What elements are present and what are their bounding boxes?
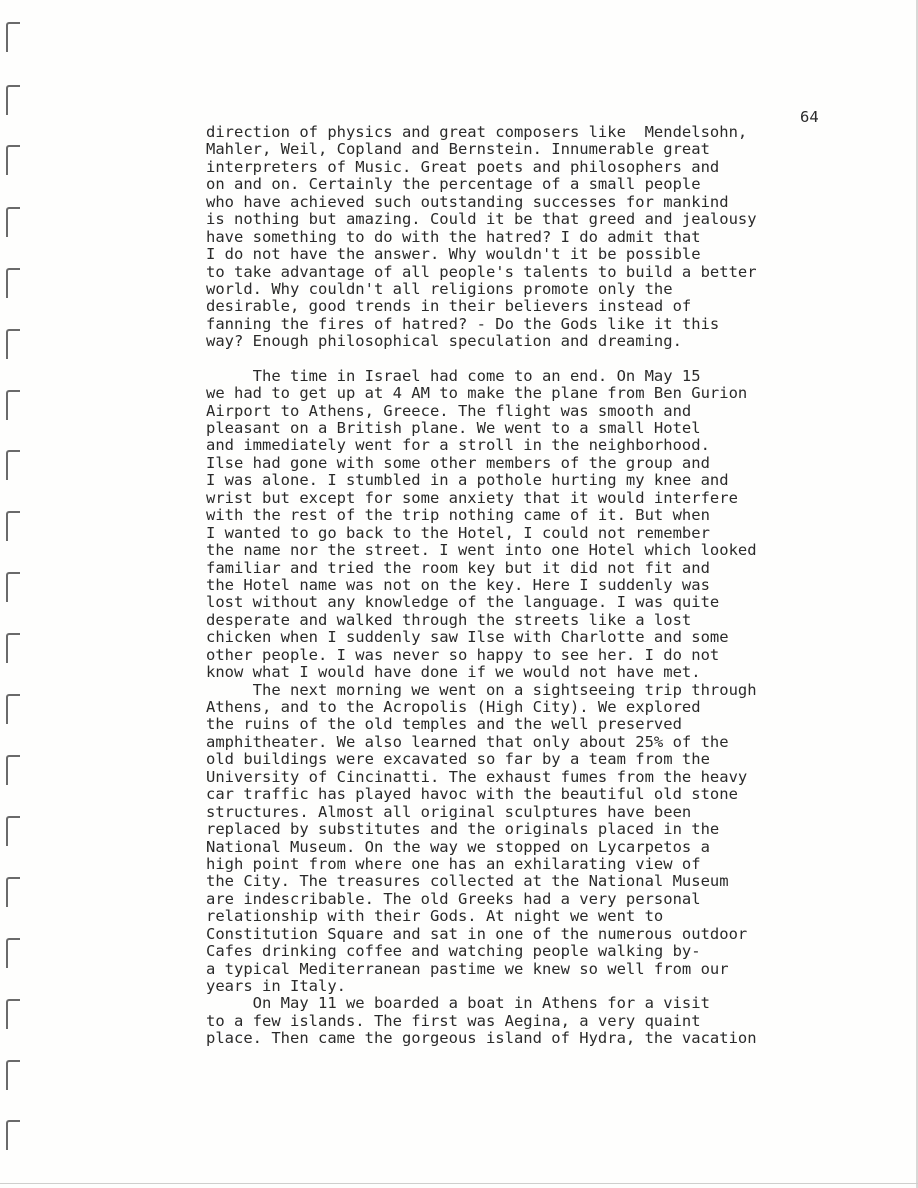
text-line: car traffic has played havoc with the beautiful old stone <box>206 785 738 804</box>
text-line: On May 11 we boarded a boat in Athens for a visit <box>206 994 710 1013</box>
text-line: I wanted to go back to the Hotel, I could not remember <box>206 523 710 542</box>
text-line: interpreters of Music. Great poets and philosophers and <box>206 157 720 176</box>
text-line: Mahler, Weil, Copland and Bernstein. Innumerable great <box>206 140 710 159</box>
binder-mark <box>6 268 20 298</box>
text-line: National Museum. On the way we stopped on Lycarpetos a <box>206 837 710 856</box>
text-line: I do not have the answer. Why wouldn't it be possible <box>206 245 701 264</box>
text-line: pleasant on a British plane. We went to a small Hotel <box>206 419 701 437</box>
text-line: fanning the fires of hatred? - Do the Gods like it this <box>206 314 720 333</box>
text-line: I was alone. I stumbled in a pothole hurting my knee and <box>206 471 729 490</box>
text-line: desperate and walked through the streets like a lost <box>206 610 692 629</box>
binder-mark <box>6 999 20 1029</box>
binder-mark <box>6 450 20 480</box>
text-line: who have achieved such outstanding successes for mankind <box>206 192 729 211</box>
text-line: the ruins of the old temples and the well preserved <box>206 715 682 734</box>
text-line: the City. The treasures collected at the National Museum <box>206 872 729 891</box>
paragraph-4 <box>206 995 906 1047</box>
paragraph-1 <box>206 124 906 351</box>
binder-mark <box>6 755 20 785</box>
text-line: place. Then came the gorgeous island of Hydra, the vacation <box>206 1029 757 1048</box>
text-line: way? Enough philosophical speculation and dreaming. <box>206 332 682 351</box>
binder-mark <box>6 694 20 724</box>
text-line: know what I would have done if we would not have met. <box>206 663 701 682</box>
text-line: The time in Israel had come to an end. On May 15 <box>206 366 701 385</box>
binder-mark <box>6 877 20 907</box>
text-line: the Hotel name was not on the key. Here I suddenly was <box>206 575 710 594</box>
binder-hole-marks <box>0 0 30 1188</box>
binder-mark <box>6 329 20 359</box>
text-line: the name nor the street. I went into one Hotel which looked <box>206 541 757 560</box>
text-line: The next morning we went on a sightseeing trip through <box>206 680 757 699</box>
binder-mark <box>6 938 20 968</box>
text-line: Cafes drinking coffee and watching people walking by- <box>206 942 701 961</box>
binder-mark <box>6 145 20 175</box>
text-line: are indescribable. The old Greeks had a very personal <box>206 889 701 908</box>
text-line: lost without any knowledge of the language. I was quite <box>206 593 720 612</box>
text-line: chicken when I suddenly saw Ilse with Charlotte and some <box>206 628 729 647</box>
text-line: with the rest of the trip nothing came of it. But when <box>206 506 710 525</box>
text-line: to take advantage of all people's talents to build a better <box>206 262 757 281</box>
page-bottom-edge <box>0 1183 918 1184</box>
text-line: familiar and tried the room key but it did not fit and <box>206 558 710 577</box>
binder-mark <box>6 816 20 846</box>
binder-mark <box>6 390 20 420</box>
text-line: high point from where one has an exhilarating view of <box>206 854 701 873</box>
text-line: Airport to Athens, Greece. The flight was smooth and <box>206 401 692 420</box>
text-line: have something to do with the hatred? I do admit that <box>206 227 701 246</box>
binder-mark <box>6 511 20 541</box>
text-line: old buildings were excavated so far by a team from the <box>206 750 710 769</box>
text-line: University of Cincinatti. The exhaust fumes from the heavy <box>206 767 748 786</box>
binder-mark <box>6 207 20 237</box>
text-line: desirable, good trends in their believers instead of <box>206 297 692 316</box>
paragraph-3 <box>206 682 906 996</box>
text-line: on and on. Certainly the percentage of a small people <box>206 175 701 194</box>
text-line: a typical Mediterranean pastime we knew so well from our <box>206 959 729 978</box>
binder-mark <box>6 1060 20 1090</box>
text-line: and immediately went for a stroll in the neighborhood. <box>206 436 710 455</box>
binder-mark <box>6 572 20 602</box>
text-line: other people. I was never so happy to see her. I do not <box>206 645 720 664</box>
text-line: years in Italy. <box>206 977 346 995</box>
text-line: replaced by substitutes and the originals placed in the <box>206 820 720 839</box>
text-line: we had to get up at 4 AM to make the plane from Ben Gurion <box>206 384 748 403</box>
binder-mark <box>6 22 20 52</box>
binder-mark <box>6 633 20 663</box>
typewritten-body <box>206 124 906 1048</box>
text-line: Ilse had gone with some other members of the group and <box>206 453 710 472</box>
text-line: relationship with their Gods. At night we went to <box>206 907 664 926</box>
text-line: wrist but except for some anxiety that it would interfere <box>206 488 738 507</box>
text-line: to a few islands. The first was Aegina, a very quaint <box>206 1011 701 1030</box>
text-line: direction of physics and great composers like Mendelsohn, <box>206 123 748 141</box>
binder-mark <box>6 1120 20 1150</box>
paragraph-2 <box>206 368 906 682</box>
text-line: Athens, and to the Acropolis (High City). We explored <box>206 698 701 716</box>
text-line: Constitution Square and sat in one of the numerous outdoor <box>206 924 748 943</box>
page-number: 64 <box>800 108 819 126</box>
text-line: is nothing but amazing. Could it be that greed and jealousy <box>206 210 757 229</box>
text-line: world. Why couldn't all religions promote only the <box>206 279 673 298</box>
binder-mark <box>6 85 20 115</box>
text-line: amphitheater. We also learned that only about 25% of the <box>206 732 729 751</box>
text-line: structures. Almost all original sculptures have been <box>206 802 692 821</box>
paragraph-gap <box>206 351 906 368</box>
